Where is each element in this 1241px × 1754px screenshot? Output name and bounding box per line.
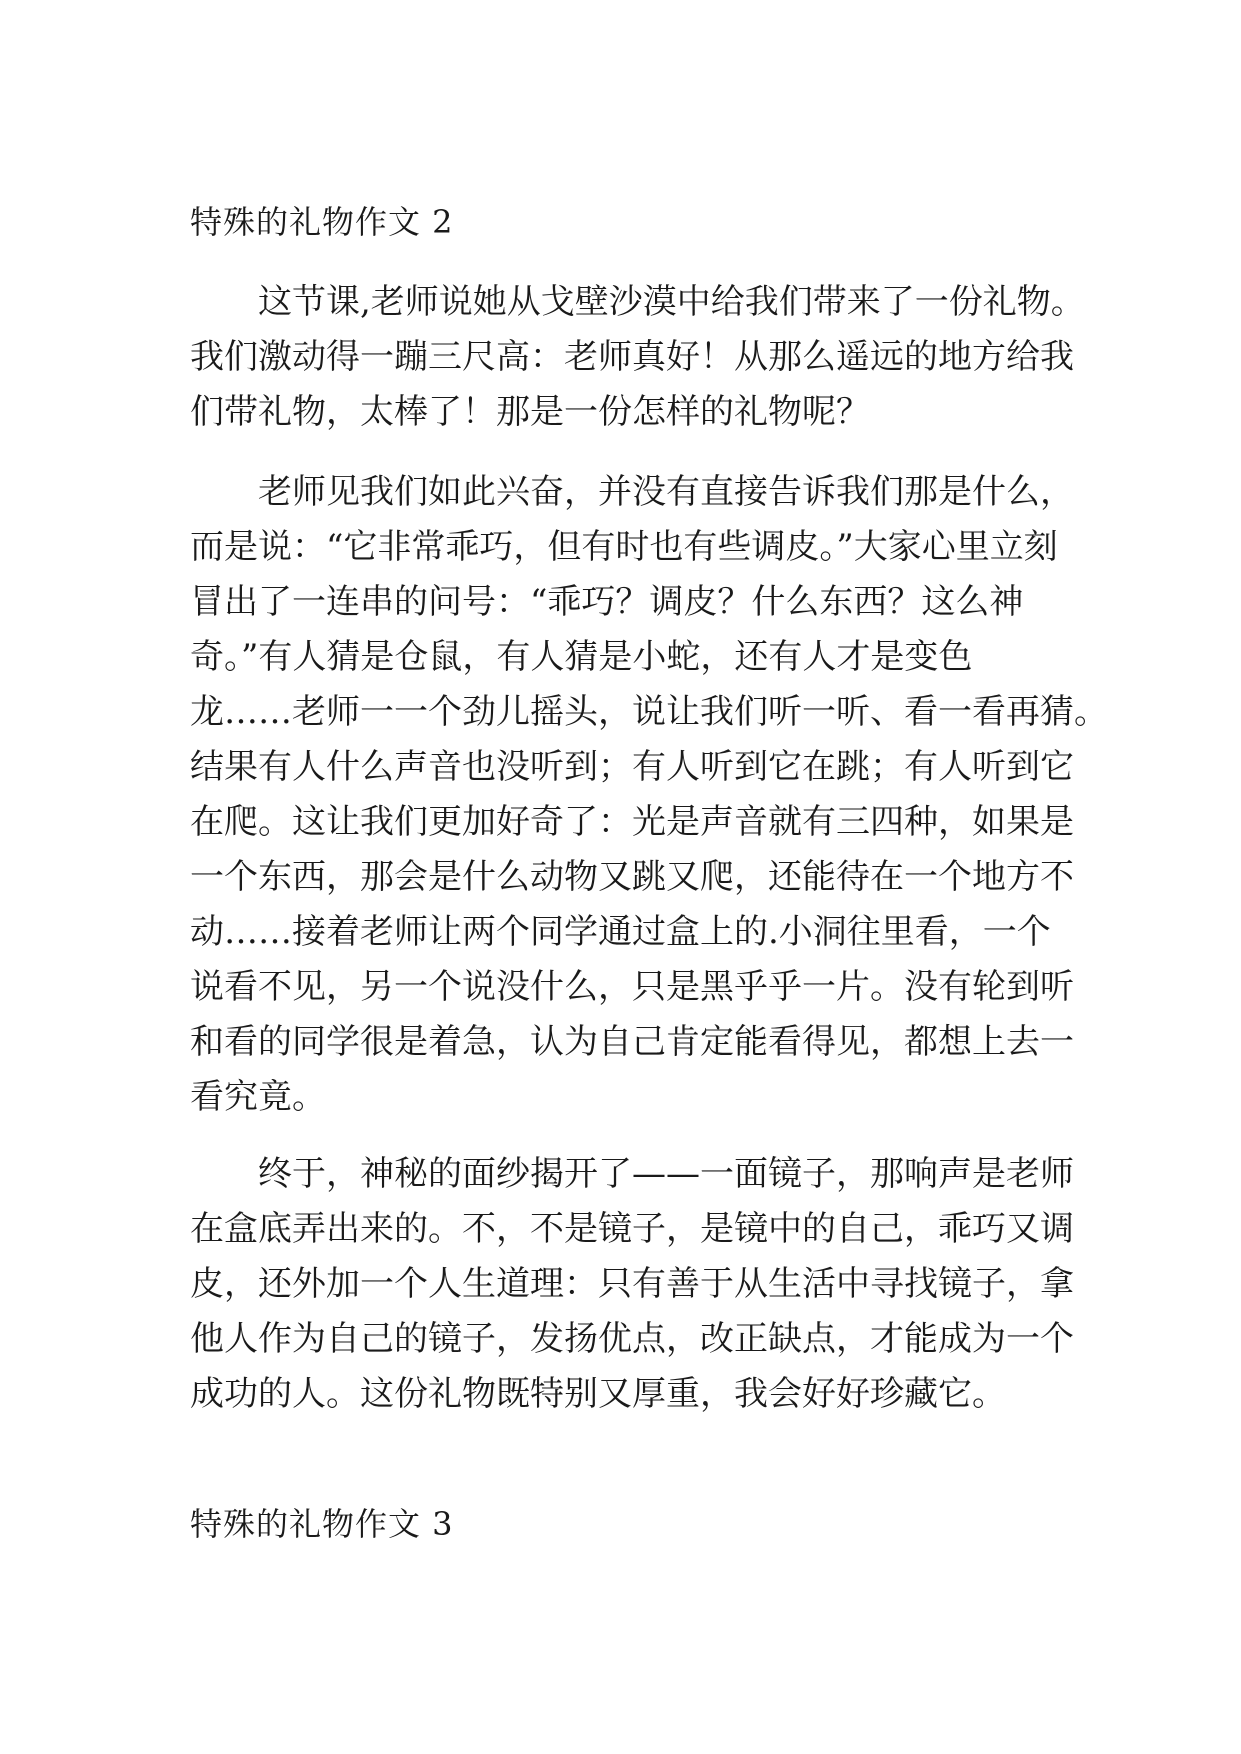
paragraph-line: 在爬。这让我们更加好奇了：光是声音就有三四种，如果是 bbox=[190, 802, 1074, 842]
section-heading: 特殊的礼物作文 3 bbox=[190, 1505, 454, 1543]
paragraph-line: 龙……老师一一个劲儿摇头，说让我们听一听、看一看再猜。 bbox=[190, 692, 1108, 732]
paragraph-line: 奇。”有人猜是仓鼠，有人猜是小蛇，还有人才是变色 bbox=[190, 637, 973, 677]
paragraph-line: 动……接着老师让两个同学通过盒上的.小洞往里看，一个 bbox=[190, 912, 1051, 952]
paragraph-line: 成功的人。这份礼物既特别又厚重，我会好好珍藏它。 bbox=[190, 1374, 1006, 1414]
paragraph-line: 一个东西，那会是什么动物又跳又爬，还能待在一个地方不 bbox=[190, 857, 1074, 897]
paragraph-line: 这节课,老师说她从戈壁沙漠中给我们带来了一份礼物。 bbox=[258, 282, 1085, 322]
paragraph-line: 看究竟。 bbox=[190, 1077, 326, 1117]
paragraph-line: 终于，神秘的面纱揭开了——一面镜子，那响声是老师 bbox=[258, 1154, 1074, 1194]
paragraph-line: 而是说：“它非常乖巧，但有时也有些调皮。”大家心里立刻 bbox=[190, 527, 1058, 567]
paragraph-line: 老师见我们如此兴奋，并没有直接告诉我们那是什么， bbox=[258, 472, 1074, 512]
paragraph-line: 和看的同学很是着急，认为自己肯定能看得见，都想上去一 bbox=[190, 1022, 1074, 1062]
paragraph-line: 我们激动得一蹦三尺高：老师真好！从那么遥远的地方给我 bbox=[190, 337, 1074, 377]
paragraph-line: 在盒底弄出来的。不，不是镜子，是镜中的自己，乖巧又调 bbox=[190, 1209, 1074, 1249]
section-heading: 特殊的礼物作文 2 bbox=[190, 203, 454, 241]
paragraph-line: 结果有人什么声音也没听到；有人听到它在跳；有人听到它 bbox=[190, 747, 1074, 787]
paragraph-line: 皮，还外加一个人生道理：只有善于从生活中寻找镜子，拿 bbox=[190, 1264, 1074, 1304]
paragraph-line: 冒出了一连串的问号：“乖巧？调皮？什么东西？这么神 bbox=[190, 582, 1024, 622]
paragraph-line: 说看不见，另一个说没什么，只是黑乎乎一片。没有轮到听 bbox=[190, 967, 1074, 1007]
paragraph-line: 他人作为自己的镜子，发扬优点，改正缺点，才能成为一个 bbox=[190, 1319, 1074, 1359]
paragraph-line: 们带礼物，太棒了！那是一份怎样的礼物呢？ bbox=[190, 392, 870, 432]
